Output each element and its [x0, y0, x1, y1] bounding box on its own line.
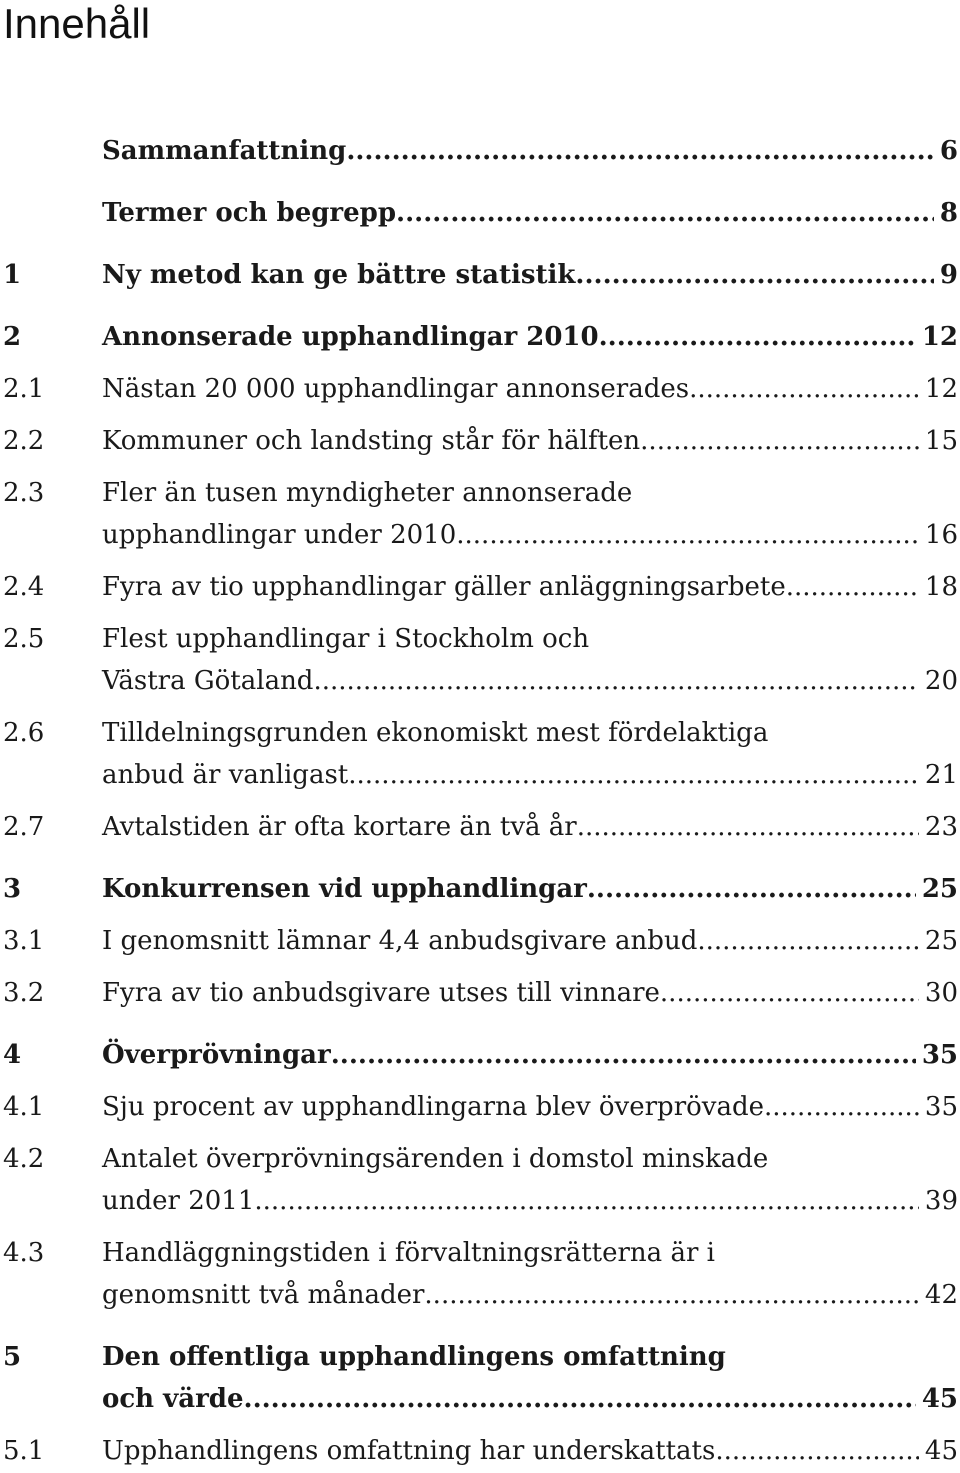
toc-entry-number: 4.2 [3, 1144, 45, 1174]
toc-entry-body [102, 254, 958, 296]
toc-entry-title: Sju procent av upphandlingarna blev överprövade [102, 1092, 764, 1122]
dot-leader [244, 1378, 916, 1420]
toc-entry-title-first-line: Flest upphandlingar i Stockholm och [102, 624, 590, 654]
dot-leader [348, 754, 919, 796]
toc-entry-title-first-line: Tilldelningsgrunden ekonomiskt mest fördelaktiga [102, 718, 769, 748]
toc-entry-body [102, 1232, 958, 1316]
toc-entry-page-number: 20 [924, 666, 958, 696]
toc-entry-page-number: 30 [924, 978, 958, 1008]
toc-entry-page-number: 12 [921, 322, 958, 352]
toc-entry-number: 2.4 [3, 572, 45, 602]
toc-entry-number: 3 [3, 874, 22, 904]
toc-entry-title: Ny metod kan ge bättre statistik [102, 260, 576, 290]
toc-entry-body [102, 472, 958, 556]
toc-entry-page-number: 6 [939, 136, 958, 166]
toc-entry-title-first-line: Antalet överprövningsärenden i domstol minskade [102, 1144, 769, 1174]
toc-entry-title: Kommuner och landsting står för hälften [102, 426, 641, 456]
toc-entry-title: Konkurrensen vid upphandlingar [102, 874, 587, 904]
toc-entry-page-number: 8 [939, 198, 958, 228]
dot-leader [660, 972, 919, 1014]
dot-leader [313, 660, 918, 702]
dot-leader [575, 254, 933, 296]
dot-leader [346, 130, 934, 172]
toc-entry-page-number: 9 [939, 260, 958, 290]
toc-entry-body [102, 566, 958, 608]
toc-entry-title: Upphandlingens omfattning har underskattats [102, 1436, 716, 1466]
toc-entry-body [102, 618, 958, 702]
toc-entry-title: genomsnitt två månader [102, 1280, 425, 1310]
toc-entry-page-number: 42 [924, 1280, 958, 1310]
dot-leader [715, 1430, 919, 1472]
toc-entry-number: 3.1 [3, 926, 45, 956]
toc-entry-body [102, 1086, 958, 1128]
dot-leader [599, 316, 916, 358]
toc-entry-title-first-line: Handläggningstiden i förvaltningsrätterna är i [102, 1238, 715, 1268]
toc-entry-title: Fyra av tio anbudsgivare utses till vinnare [102, 978, 660, 1008]
toc-entry-number: 2.1 [3, 374, 45, 404]
toc-entry-body [102, 806, 958, 848]
dot-leader [456, 514, 919, 556]
toc-entry-number: 2 [3, 322, 22, 352]
toc-entry-number: 1 [3, 260, 22, 290]
toc-entry-title: Annonserade upphandlingar 2010 [102, 322, 599, 352]
toc-entry-number: 3.2 [3, 978, 45, 1008]
dot-leader [689, 368, 919, 410]
toc-entry-body [102, 1034, 958, 1076]
toc-entry-title: upphandlingar under 2010 [102, 520, 457, 550]
toc-entry-body [102, 920, 958, 962]
toc-entry-page-number: 12 [924, 374, 958, 404]
toc-entry-number: 5 [3, 1342, 22, 1372]
dot-leader [786, 566, 919, 608]
toc-entry-title: Avtalstiden är ofta kortare än två år [102, 812, 577, 842]
toc-entry-title: I genomsnitt lämnar 4,4 anbudsgivare anbud [102, 926, 698, 956]
toc-entry-number: 4 [3, 1040, 22, 1070]
toc-entry-title-first-line: Den offentliga upphandlingens omfattning [102, 1342, 726, 1372]
toc-entry-title: och värde [102, 1384, 244, 1414]
toc-entry-body [102, 420, 958, 462]
toc-entry-number: 4.3 [3, 1238, 45, 1268]
toc-entry-body [102, 368, 958, 410]
toc-entry-number: 2.3 [3, 478, 45, 508]
dot-leader [424, 1274, 918, 1316]
toc-entry-title: Termer och begrepp [102, 198, 397, 228]
toc-entry-title: Överprövningar [102, 1040, 331, 1070]
toc-entry-page-number: 16 [924, 520, 958, 550]
toc-entry-title: under 2011 [102, 1186, 255, 1216]
toc-entry-page-number: 45 [924, 1436, 958, 1466]
toc-entry-page-number: 39 [924, 1186, 958, 1216]
toc-entry-number: 2.7 [3, 812, 45, 842]
toc-entry-page-number: 45 [921, 1384, 958, 1414]
dot-leader [577, 806, 919, 848]
dot-leader [396, 192, 934, 234]
page-title: Innehåll [3, 0, 151, 47]
toc-entry-title: Nästan 20 000 upphandlingar annonserades [102, 374, 690, 404]
toc-entry-page-number: 35 [924, 1092, 958, 1122]
toc-entry-page-number: 35 [921, 1040, 958, 1070]
toc-entry-number: 5.1 [3, 1436, 45, 1466]
dot-leader [331, 1034, 916, 1076]
dot-leader [254, 1180, 919, 1222]
toc-entry-body [102, 192, 958, 234]
toc-entry-body [102, 316, 958, 358]
toc-entry-number: 2.2 [3, 426, 45, 456]
dot-leader [587, 868, 916, 910]
toc-entry-body [102, 972, 958, 1014]
toc-entry-title: Västra Götaland [102, 666, 314, 696]
toc-entry-page-number: 18 [924, 572, 958, 602]
dot-leader [697, 920, 919, 962]
toc-entry-body [102, 1138, 958, 1222]
toc-entry-body [102, 712, 958, 796]
toc-entry-body [102, 130, 958, 172]
toc-entry-title: anbud är vanligast [102, 760, 349, 790]
toc-entry-page-number: 25 [921, 874, 958, 904]
toc-entry-body [102, 868, 958, 910]
dot-leader [764, 1086, 919, 1128]
toc-entry-page-number: 23 [924, 812, 958, 842]
toc-entry-body [102, 1430, 958, 1472]
toc-entry-page-number: 21 [924, 760, 958, 790]
toc-entry-number: 2.6 [3, 718, 45, 748]
toc-entry-number: 2.5 [3, 624, 45, 654]
toc-entry-title-first-line: Fler än tusen myndigheter annonserade [102, 478, 633, 508]
dot-leader [640, 420, 919, 462]
toc-entry-number: 4.1 [3, 1092, 45, 1122]
toc-entry-body [102, 1336, 958, 1420]
toc-entry-page-number: 25 [924, 926, 958, 956]
toc-entry-title: Fyra av tio upphandlingar gäller anläggningsarbete [102, 572, 786, 602]
toc-entry-page-number: 15 [924, 426, 958, 456]
toc-entry-title: Sammanfattning [102, 136, 347, 166]
